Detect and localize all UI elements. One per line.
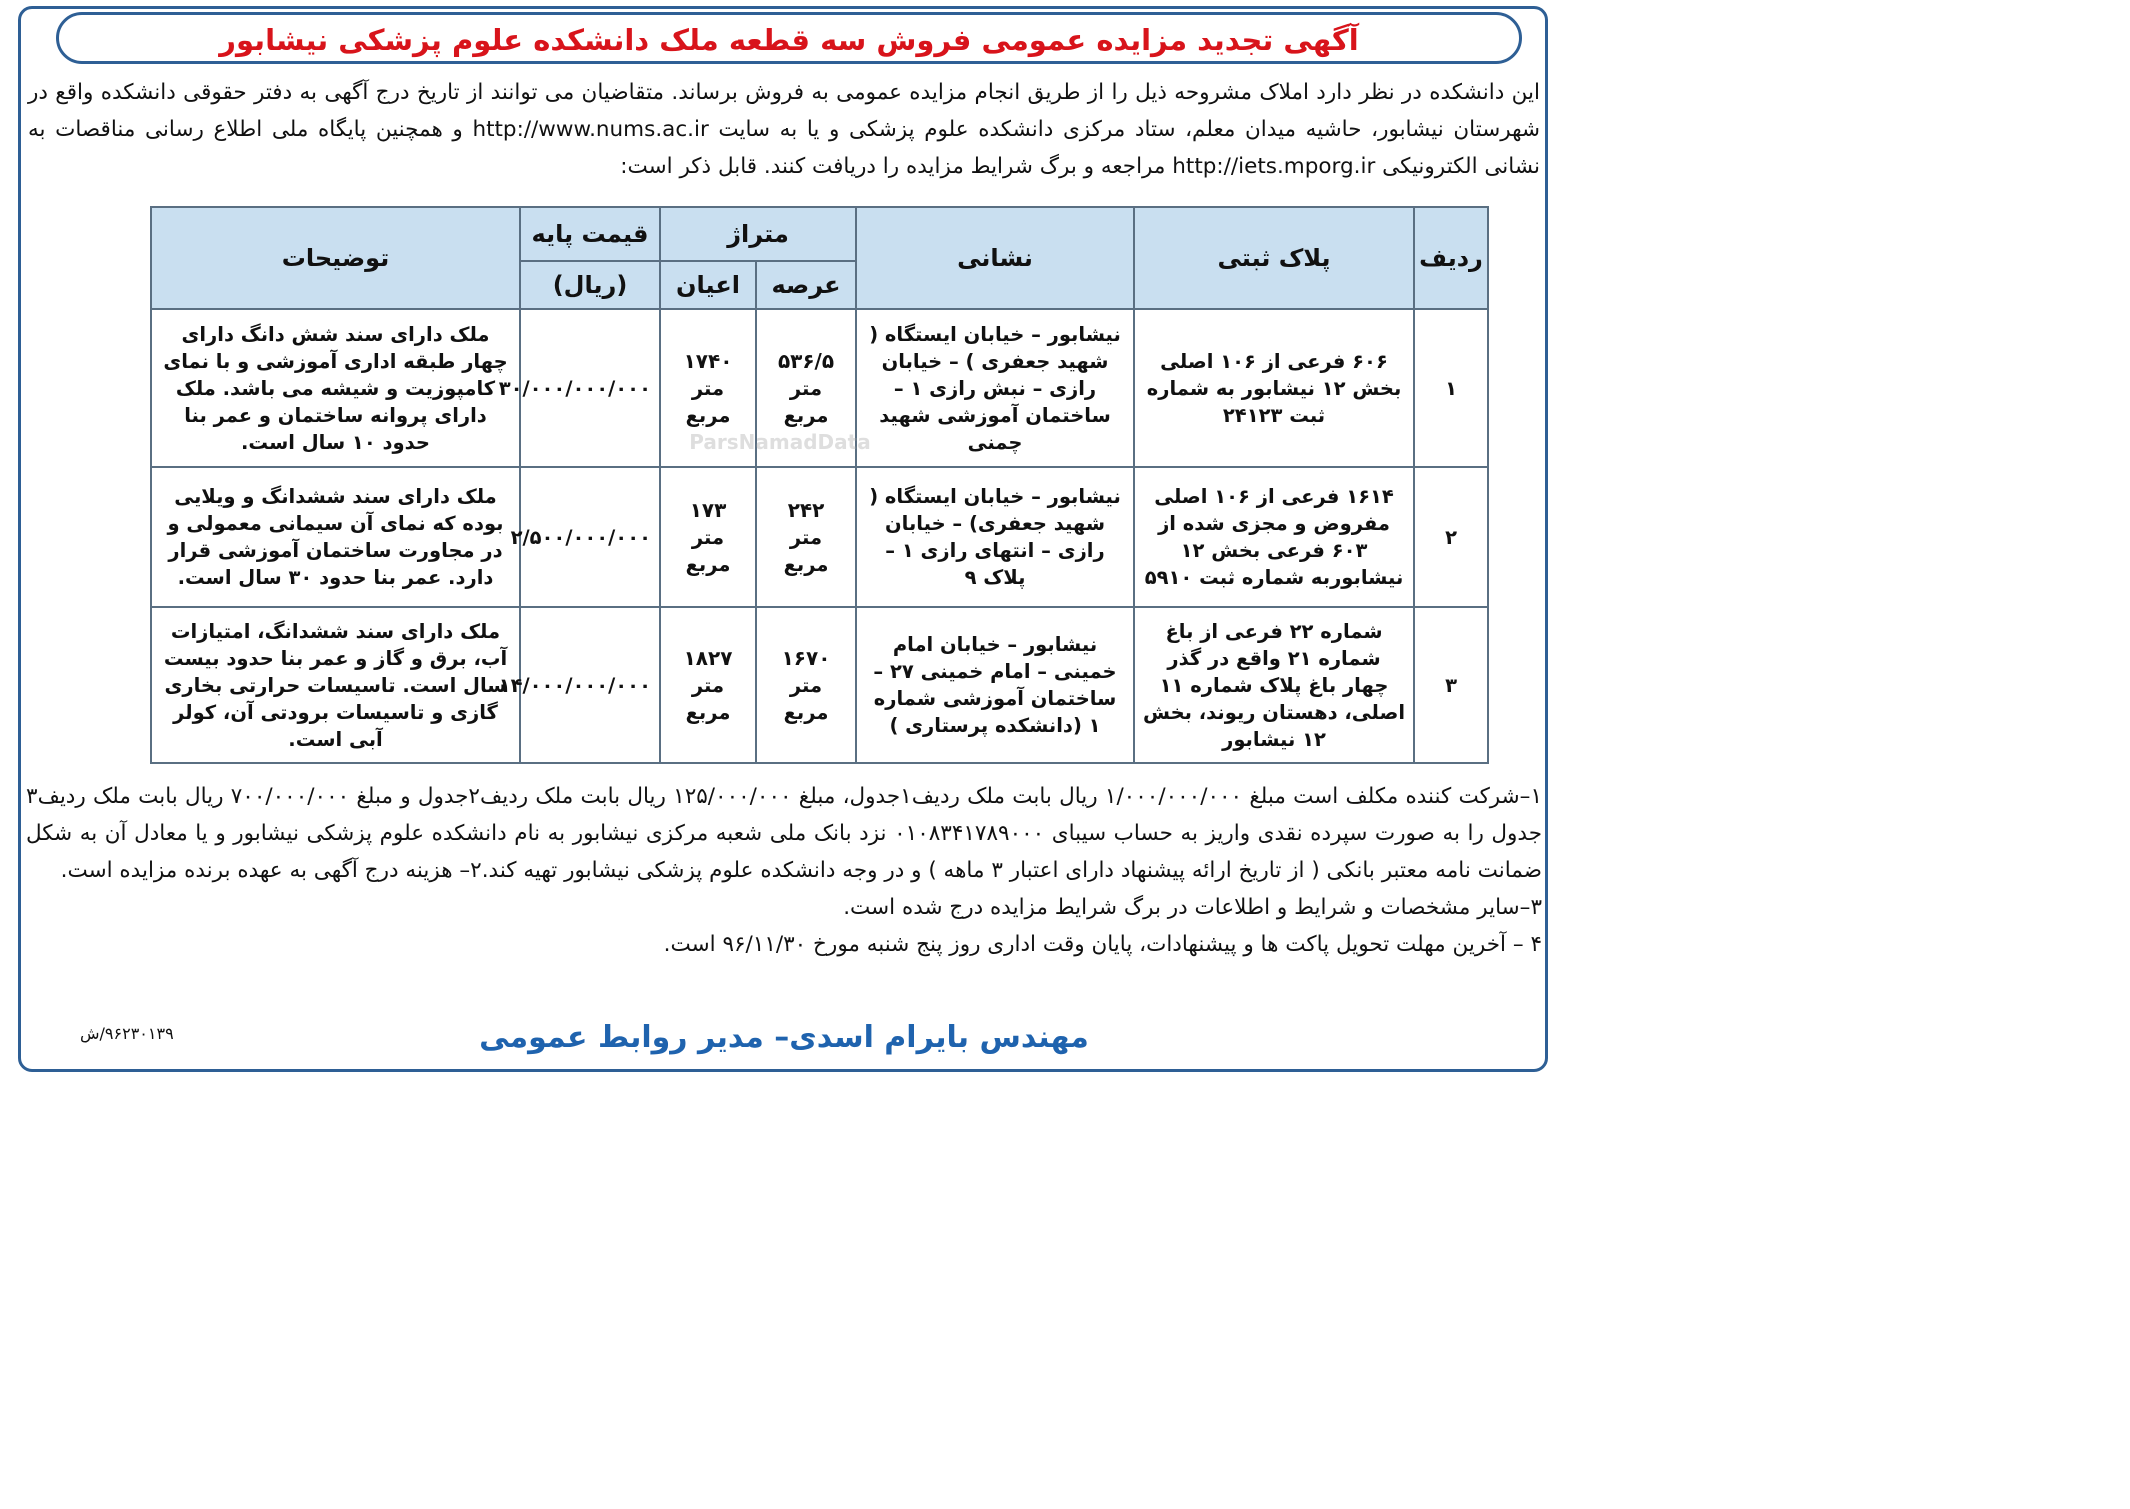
plate-cell: ۶۰۶ فرعی از ۱۰۶ اصلی بخش ۱۲ نیشابور به شماره ثبت ۲۴۱۲۳ [1134, 309, 1414, 467]
building-unit: متر مربع [685, 376, 731, 427]
land-value: ۵۳۶/۵ [777, 348, 835, 373]
table-row [151, 309, 1488, 467]
ad-title: آگهی تجدید مزایده عمومی فروش سه قطعه ملک دانشکده علوم پزشکی نیشابور [219, 23, 1359, 57]
building-value: ۱۸۲۷ [683, 645, 733, 670]
note-item: ۱–شرکت کننده مکلف است مبلغ ۱/۰۰۰/۰۰۰/۰۰۰ ریال بابت ملک ردیف۱جدول، مبلغ ۱۲۵/۰۰۰/۰۰۰ ریال بابت ملک ردیف۲جدول و مبلغ ۷۰۰/۰۰۰/۰۰۰ ریال بابت ملک ردیف۳ جدول را به صورت سپرده نقدی واریز به حساب سیبای ۰۱۰۸۳۴۱۷۸۹۰۰۰ نزد بانک ملی شعبه مرکزی نیشابور به نام دانشکده علوم پزشکی نیشابور و یا معادل آن به شکل ضمانت نامه معتبر بانکی ( از تاریخ ارائه پیشنهاد دارای اعتبار ۳ ماهه ) و در وجه دانشکده علوم پزشکی نیشابور تهیه کند.۲– هزینه درج آگهی به عهده برنده مزایده است. [26, 784, 1542, 883]
land-value: ۲۴۲ [787, 497, 825, 522]
land-unit: متر مربع [783, 525, 829, 576]
description-cell: ملک دارای سند شش دانگ دارای چهار طبقه اداری آموزشی و با نمای کامپوزیت و شیشه می باشد. ملک دارای پروانه ساختمان و عمر بنا حدود ۱۰ سال است. [151, 309, 520, 467]
building-unit: متر مربع [685, 525, 731, 576]
building-unit: متر مربع [685, 673, 731, 724]
header-row-number: ردیف [1414, 207, 1488, 309]
plate-cell: ۱۶۱۴ فرعی از ۱۰۶ اصلی مفروض و مجزی شده از ۶۰۳ فرعی بخش ۱۲ نیشابوربه شماره ثبت ۵۹۱۰ [1134, 467, 1414, 607]
header-plate: پلاک ثبتی [1134, 207, 1414, 309]
properties-table [150, 206, 1489, 764]
intro-paragraph: این دانشکده در نظر دارد املاک مشروحه ذیل را از طریق انجام مزایده عمومی به فروش برساند. متقاضیان می توانند از تاریخ درج آگهی به دفتر حقوقی دانشکده واقع در شهرستان نیشابور، حاشیه میدان معلم، ستاد مرکزی دانشکده علوم پزشکی و یا به سایت http://www.nums.ac.ir و همچنین پایگاه ملی اطلاع رسانی مناقصات به نشانی الکترونیکی http://iets.mporg.ir مراجعه و برگ شرایط مزایده را دریافت کنند. قابل ذکر است: [28, 80, 1541, 179]
land-cell [756, 607, 856, 763]
header-land: عرصه [756, 261, 856, 309]
building-cell [660, 309, 756, 467]
title-box [56, 12, 1522, 64]
header-area: متراژ [660, 207, 856, 261]
conditions-notes [26, 778, 1542, 963]
description-cell: ملک دارای سند ششدانگ، امتیازات آب، برق و گاز و عمر بنا حدود بیست سال است. تاسیسات حرارتی بخاری گازی و تاسیسات برودتی آن، کولر آبی است. [151, 607, 520, 763]
table-row [151, 467, 1488, 607]
header-building: اعیان [660, 261, 756, 309]
address-cell: نیشابور – خیابان ایستگاه ( شهید جعفری ) – خیابان رازی – نبش رازی ۱ – ساختمان آموزشی شهید چمنی [856, 309, 1134, 467]
row-number: ۲ [1414, 467, 1488, 607]
building-value: ۱۷۳ [689, 497, 727, 522]
land-value: ۱۶۷۰ [781, 645, 831, 670]
header-price-unit: (ریال) [520, 261, 660, 309]
row-number: ۱ [1414, 309, 1488, 467]
land-unit: متر مربع [783, 673, 829, 724]
header-address: نشانی [856, 207, 1134, 309]
row-number: ۳ [1414, 607, 1488, 763]
land-cell [756, 309, 856, 467]
plate-cell: شماره ۲۲ فرعی از باغ شماره ۲۱ واقع در گذر چهار باغ پلاک شماره ۱۱ اصلی، دهستان ریوند، بخش ۱۲ نیشابور [1134, 607, 1414, 763]
description-cell: ملک دارای سند ششدانگ و ویلایی بوده که نمای آن سیمانی معمولی و در مجاورت ساختمان آموزشی قرار دارد. عمر بنا حدود ۳۰ سال است. [151, 467, 520, 607]
building-cell [660, 607, 756, 763]
header-description: توضیحات [151, 207, 520, 309]
note-item: ۴ – آخرین مهلت تحویل پاکت ها و پیشنهادات، پایان وقت اداری روز پنج شنبه مورخ ۹۶/۱۱/۳۰ است. [663, 932, 1542, 957]
building-cell [660, 467, 756, 607]
price-cell: ۳۰/۰۰۰/۰۰۰/۰۰۰ [520, 309, 660, 467]
note-item: ۳–سایر مشخصات و شرایط و اطلاعات در برگ شرایط مزایده درج شده است. [843, 895, 1542, 920]
watermark: ParsNamadData [689, 430, 871, 454]
signature: مهندس بایرام اسدی– مدیر روابط عمومی [479, 1020, 1089, 1055]
header-price: قیمت پایه [520, 207, 660, 261]
land-cell [756, 467, 856, 607]
address-cell: نیشابور – خیابان ایستگاه ( شهید جعفری) – خیابان رازی – انتهای رازی ۱ – پلاک ۹ [856, 467, 1134, 607]
price-cell: ۱۴/۰۰۰/۰۰۰/۰۰۰ [520, 607, 660, 763]
address-cell: نیشابور – خیابان امام خمینی – امام خمینی ۲۷ – ساختمان آموزشی شماره ۱ (دانشکده پرستاری ) [856, 607, 1134, 763]
building-value: ۱۷۴۰ [683, 348, 733, 373]
land-unit: متر مربع [783, 376, 829, 427]
price-cell: ۲/۵۰۰/۰۰۰/۰۰۰ [520, 467, 660, 607]
table-row [151, 607, 1488, 763]
ad-code: ۹۶۲۳۰۱۳۹/ش [80, 1024, 174, 1043]
